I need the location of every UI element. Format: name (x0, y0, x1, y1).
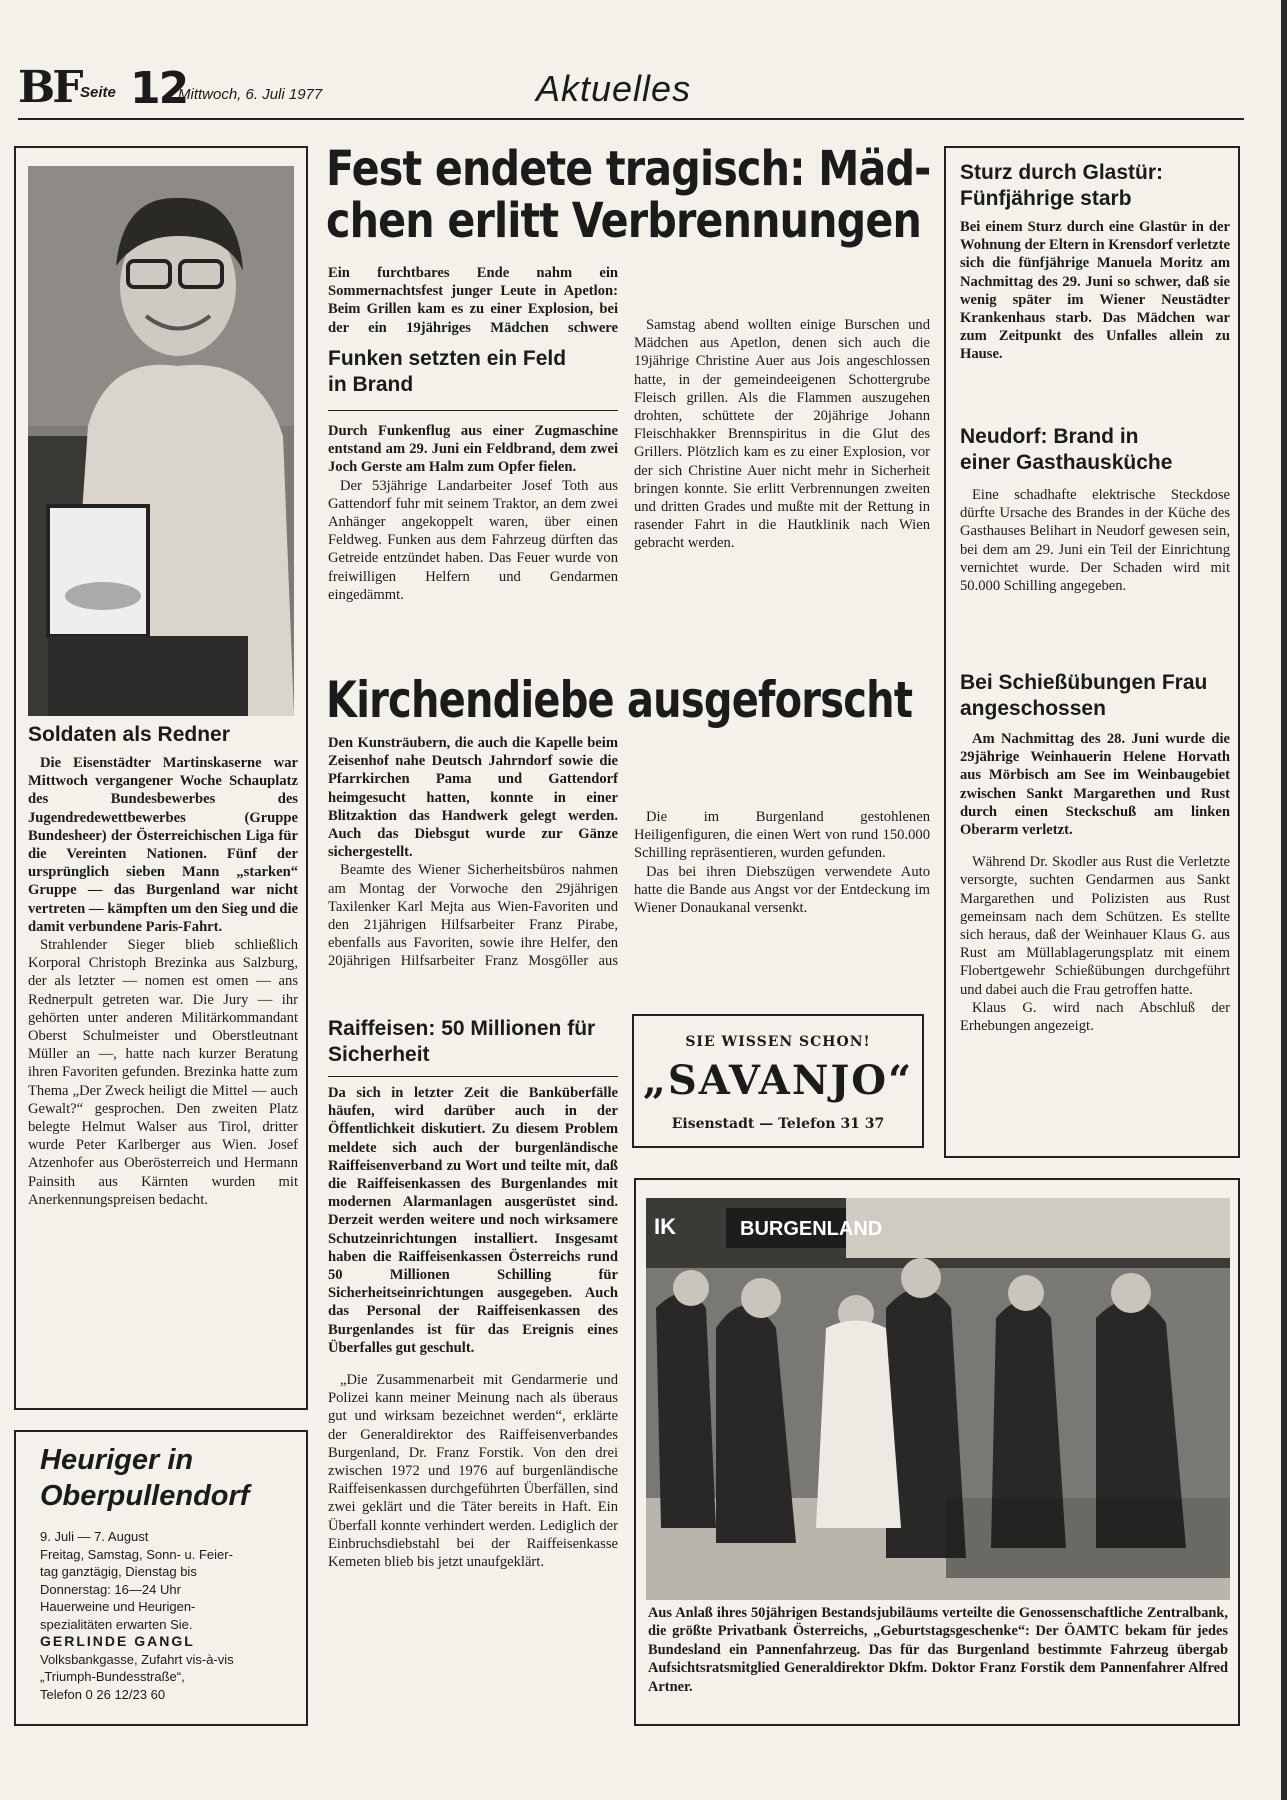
kirchen-lead: Den Kunsträubern, die auch die Kapelle beim Zeisenhof nahe Deutsch Jahrndorf sowie die Pfarrkirchen Pama und Gattendorf heimgesucht hatten, konnte in einer Blitzaktion das Handwerk gelegt werden. Auch das Diebsgut wurde zur Gänze sichergestellt. (328, 735, 618, 861)
photo-sign-burgenland: BURGENLAND (740, 1218, 883, 1240)
heuriger-title-2: Oberpullendorf (40, 1480, 250, 1512)
raiffeisen-heading: Raiffeisen: 50 Millionen für Sicherheit (328, 1017, 596, 1066)
right-column-box (944, 146, 1240, 1158)
fest-headline-line-2: chen erlitt Verbrennungen (326, 193, 922, 249)
fest-headline (326, 142, 932, 250)
schiess-lead: Am Nachmittag des 28. Juni wurde die 29jährige Weinhauerin Helene Horvath aus Mörbisch am See im Weinbaugebiet zwischen Sankt Margarethen und Rust durch einen Steckschuß am linken Oberarm verletzt. (960, 731, 1230, 839)
neudorf-body: Eine schadhafte elektrische Steckdose dürfte Ursache des Brandes in der Küche des Gasthauses Belihart in Neudorf gewesen sein, bei dem am 29. Juni ein Teil der Einrichtung vernichtet wurde. Der Schaden wird mit 50.000 Schilling angegeben. (960, 487, 1230, 595)
bank-photo-box (634, 1178, 1240, 1726)
savanjo-ad (632, 1014, 924, 1148)
savanjo-footer: Eisenstadt — Telefon 31 37 (671, 1116, 885, 1132)
soldaten-text (28, 754, 298, 1209)
soldier-photo-drawing (28, 166, 294, 716)
masthead-page-number: 12 (130, 63, 188, 114)
heuriger-dates: 9. Juli — 7. August (40, 1529, 149, 1544)
masthead-seite-label: Seite (80, 84, 116, 101)
soldaten-body: Strahlender Sieger blieb schließlich Korporal Christoph Brezinka aus Salzburg, der als letzter — nomen est omen — ans Rednerpult getreten war. Die Jury — ihr gehörten unter anderen Militärkommandant Oberst Schulmeister und Oberstleutnant Müller an —, hatte nach kurzer Beratung ihren Favoriten gefunden. Brezinka hatte zum Thema „Der Zweck heiligt die Mittel — auch Gewalt?“ gesprochen. Den zweiten Platz belegte Helmut Walser aus Tirol, dritter wurde Peter Karlberger aus Wien. Josef Atzenhofer aus Oberösterreich und Hermann Painsith aus Kärnten wurden mit Anerkennungspreisen bedacht. (28, 937, 298, 1208)
heuriger-addr-1: Volksbankgasse, Zufahrt vis-à-vis (40, 1651, 234, 1667)
schiess-p2: Klaus G. wird nach Abschluß der Erhebungen angezeigt. (960, 999, 1230, 1035)
funken-lead: Durch Funkenflug aus einer Zugmaschine entstand am 29. Juni ein Feldbrand, dem zwei Joch Gerste am Halm zum Opfer fielen. (328, 423, 618, 476)
schiess-heading: Bei Schießübungen Frau angeschossen (960, 671, 1208, 720)
funken-text (328, 422, 618, 604)
raiffeisen-text (328, 1084, 618, 1571)
funken-body: Der 53jährige Landarbeiter Josef Toth aus Gattendorf fuhr mit seinem Traktor, an dem zwei Anhänger angekoppelt waren, über einen Feldweg. Funken aus dem Fahrzeug dürften das Getreide entzündet haben. Das Feuer wurde von freiwilligen Helfern und Gendarmen eingedämmt. (328, 477, 618, 603)
fest-col-2 (634, 264, 930, 553)
funken-heading: Funken setzten ein Feld in Brand (328, 347, 567, 396)
raiffeisen-body: „Die Zusammenarbeit mit Gendarmerie und Polizei kann meiner Meinung nach als überaus gut und wirksam bezeichnet werden“, erklärte der Generaldirektor des Raiffeisenverbandes Burgenland, Dr. Franz Forstik. Von den drei zwischen 1972 und 1976 auf burgenländische Raiffeisenkassen durchgeführten Überfällen, sind zwei geklärt und die Täter bereits in Haft. Ein Überfall konnte verhindert werden. Lediglich der Einbruchsdiebstahl bei der Raiffeisenkasse Kemeten blieb bis jetzt unaufgeklärt. (328, 1372, 618, 1571)
heuriger-title-1: Heuriger in (40, 1444, 194, 1476)
neudorf-heading: Neudorf: Brand in einer Gasthausküche (960, 425, 1173, 474)
heuriger-body (40, 1528, 300, 1703)
sturz-heading: Sturz durch Glastür: Fünfjährige starb (960, 161, 1164, 210)
heuriger-line-2: tag ganztägig, Dienstag bis (40, 1564, 197, 1579)
heuriger-line-4: Hauerweine und Heurigen- (40, 1599, 196, 1614)
soldaten-heading: Soldaten als Redner (28, 723, 230, 746)
kirchen-headline: Kirchendiebe ausgeforscht (326, 671, 913, 729)
raiffeisen-lead: Da sich in letzter Zeit die Banküberfälle häufen, wird darüber auch in der Öffentlichkeit diskutiert. Zu diesem Problem meldete sich auch der burgenländische Raiffeisenverband zu Wort und teilte mit, daß die Raiffeisenkassen des Burgenlandes mit modernen Alarmanlagen ausgerüstet sind. Derzeit werden weitere und noch wirksamere Schutzeinrichtungen installiert. Insgesamt haben die Raiffeisenkassen Österreichs rund 50 Millionen Schilling für Sicherheitseinrichtungen ausgegeben. Auch das Personal der Raiffeisenkassen des Burgenlandes ist für das Ereignis eines Überfalles gut geschult. (328, 1085, 618, 1356)
soldaten-box (14, 146, 308, 1410)
raiffeisen-rule (328, 1076, 618, 1077)
masthead (18, 62, 1244, 120)
schiess-text (960, 730, 1230, 1035)
heuriger-ad (14, 1430, 308, 1726)
heuriger-phone: Telefon 0 26 12/23 60 (40, 1686, 166, 1702)
fest-col-1 (328, 264, 618, 336)
kirchen-col-2 (634, 734, 930, 917)
soldaten-lead: Die Eisenstädter Martinskaserne war Mittwoch vergangener Woche Schauplatz des Bundesbewerbes des Jugendredewettbewerbes (Gruppe Bundesheer) der Österreichischen Liga für die Vereinten Nationen. Fünf der ursprünglich sieben Mann „starken“ Gruppe — das Burgenland war nicht vertreten — kämpften um den Sieg und die damit verbundene Paris-Fahrt. (28, 755, 298, 935)
heuriger-addr-2: „Triumph-Bundesstraße“, (40, 1669, 185, 1684)
heuriger-line-1: Freitag, Samstag, Sonn- u. Feier- (40, 1546, 233, 1562)
masthead-date: Mittwoch, 6. Juli 1977 (178, 86, 323, 103)
kirchen-col-1 (328, 734, 618, 969)
kirchen-p2: Die im Burgenland gestohlenen Heiligenfiguren, die einen Wert von rund 150.000 Schilling repräsentieren, wurden gefunden. (634, 809, 930, 862)
fest-lead: Ein furchtbares Ende nahm ein Sommernachtsfest junger Leute in Apetlon: Beim Grillen kam es zu einer Explosion, bei der ein 19jähriges Mädchen schwere (328, 265, 618, 336)
bank-photo (646, 1198, 1230, 1600)
kirchen-p3: Das bei ihren Diebszügen verwendete Auto hatte die Bande aus Angst vor der Entdeckung im Wiener Donaukanal versenkt. (634, 863, 930, 917)
heuriger-name: GERLINDE GANGL (40, 1633, 195, 1649)
heuriger-line-5: spezialitäten erwarten Sie. (40, 1616, 193, 1632)
schiess-p1: Während Dr. Skodler aus Rust die Verletzte versorgte, suchten Gendarmen aus Sankt Margarethen und Polizisten aus Rust gemeinsam nach dem Schützen. Es stellte sich heraus, daß der Weinhauer Klaus G. aus Rust am Müllablagerungsplatz mit einem Flobertgewehr Schießübungen durchgeführt und dabei auch die Frau getroffen hatte. (960, 854, 1230, 998)
bank-photo-drawing (646, 1198, 1230, 1600)
fest-p1: Samstag abend wollten einige Burschen und Mädchen aus Apetlon, denen sich auch die 19jährige Christine Auer aus Jois angeschlossen hatte, in der gemeindeeigenen Schottergrube Fleisch grillen. Als die Flammen auszugehen drohten, schüttete der 20jährige Johann Fleischhakker Brennspiritus in die Glut des Grillers. Plötzlich kam es zu einer Explosion, vor der sich Christine Auer nicht mehr in Sicherheit bringen konnte. Sie erlitt Verbrennungen zweiten und dritten Grades und mußte mit der Rettung in rasender Fahrt in die Hautklinik nach Wien gebracht werden. (634, 317, 930, 552)
heuriger-line-3: Donnerstag: 16—24 Uhr (40, 1581, 181, 1597)
fest-headline-line-1: Fest endete tragisch: Mäd- (326, 141, 931, 197)
soldier-photo (28, 166, 294, 716)
masthead-logo: BF (18, 62, 81, 113)
photo-sign-left: IK (654, 1214, 676, 1239)
masthead-rule (18, 118, 1244, 120)
masthead-section: Aktuelles (536, 68, 692, 109)
savanjo-name: „SAVANJO“ (642, 1057, 914, 1104)
page-binding-edge (1281, 0, 1287, 1800)
sturz-body: Bei einem Sturz durch eine Glastür in der Wohnung der Eltern in Krensdorf verletzte sich die fünfjährige Manuela Moritz am Nachmittag des 29. Juni so schwer, daß sie wenig später im Wiener Neustädter Krankenhaus starb. Das Mädchen war zum Zeitpunkt des Unfalles allein zu Hause. (960, 219, 1230, 363)
savanjo-tagline: SIE WISSEN SCHON! (685, 1034, 871, 1050)
kirchen-p1: Beamte des Wiener Sicherheitsbüros nahmen am Montag der Vorwoche den 29jährigen Taxilenker Karl Mejta aus Wien-Favoriten und den 21jährigen Hilfsarbeiter Franz Pirabe, ebenfalls aus Favoriten, sowie ihre Helfer, den 20jährigen Hilfsarbeiter Franz Mosgöller aus (328, 862, 618, 970)
bank-photo-caption: Aus Anlaß ihres 50jährigen Bestandsjubiläums verteilte die Genossenschaftliche Zentralbank, die größte Privatbank Österreichs, „Geburtstagsgeschenke“: Der ÖAMTC bekam für jedes Bundesland ein Pannenfahrzeug. Das für das Burgenland bestimmte Fahrzeug übergab Aufsichtsratsmitglied Generaldirektor Dkfm. Doktor Franz Forstik dem Pannenfahrer Alfred Artner. (648, 1605, 1228, 1695)
funken-rule (328, 410, 618, 411)
